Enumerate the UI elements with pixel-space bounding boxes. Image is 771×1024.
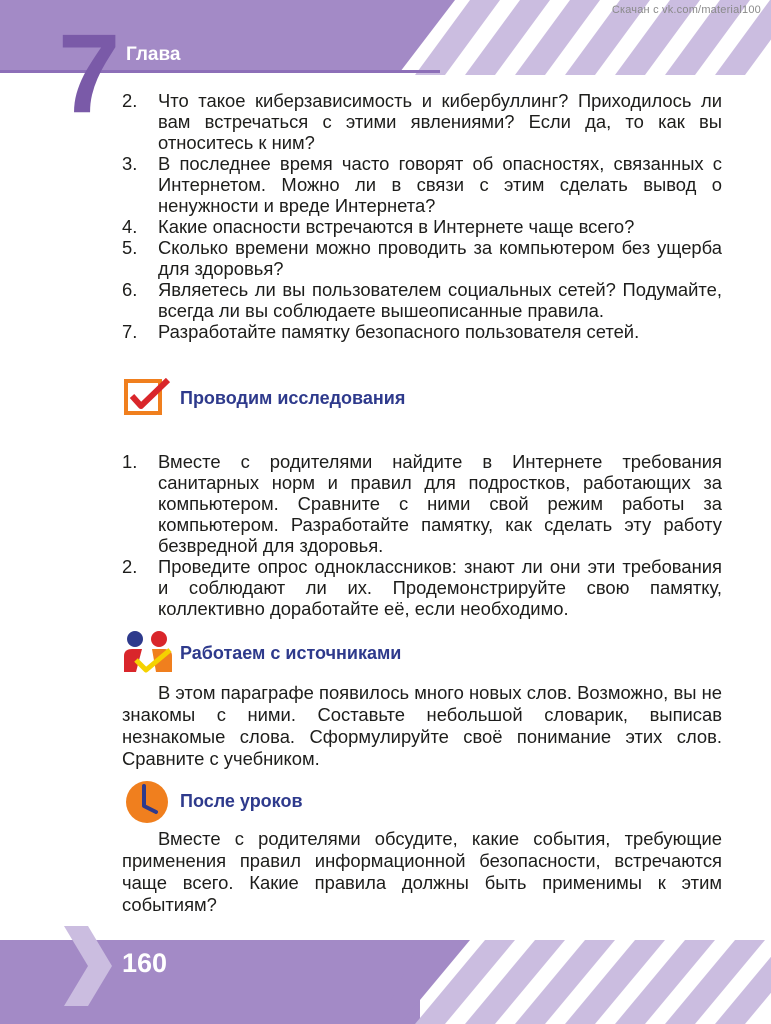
questions-list <box>122 90 722 342</box>
sources-paragraph: В этом параграфе появилось много новых слов. Возможно, вы не знакомы с ними. Составьте небольшой словарик, выписав незнакомые слова. Сформулируйте своё понимание этих слов. Сравните с учебником. <box>122 682 722 769</box>
list-item <box>122 216 722 237</box>
item-number: 7. <box>122 321 138 342</box>
list-item <box>122 153 722 216</box>
after-heading: После уроков <box>180 791 303 811</box>
list-item <box>122 279 722 321</box>
item-number: 5. <box>122 237 138 258</box>
item-text: Сколько времени можно проводить за компьютером без ущерба для здоровья? <box>158 237 722 279</box>
item-text: Что такое киберзависимость и кибербуллинг? Приходилось ли вам встречаться с этими явлениями? Если да, то как вы относитесь к ним? <box>158 90 722 153</box>
footer-band <box>0 926 771 1024</box>
research-heading: Проводим исследования <box>180 388 406 408</box>
item-number: 4. <box>122 216 138 237</box>
research-tasks <box>122 451 722 619</box>
people-icon <box>122 630 174 674</box>
sources-heading: Работаем с источниками <box>180 643 402 663</box>
list-item <box>122 321 722 342</box>
footer-stripes <box>0 926 771 1024</box>
item-number: 1. <box>122 451 138 472</box>
chapter-number: 7 <box>58 11 121 136</box>
item-number: 3. <box>122 153 138 174</box>
clock-icon <box>124 778 172 826</box>
after-paragraph: Вместе с родителями обсудите, какие события, требующие применения правил информационной безопасности, встречаются чаще всего. Какие правила должны быть применимы к этим событиям? <box>122 828 722 915</box>
page-number: 160 <box>122 948 168 978</box>
item-text: В последнее время часто говорят об опасностях, связанных с Интернетом. Можно ли в связи с этим сделать вывод о ненужности и вреде Интернета? <box>158 153 722 216</box>
chapter-label: Глава <box>126 44 181 65</box>
item-text: Являетесь ли вы пользователем социальных сетей? Подумайте, всегда ли вы соблюдаете вышеописанные правила. <box>158 279 722 321</box>
item-text: Вместе с родителями найдите в Интернете требования санитарных норм и правил для подростков, работающих за компьютером. Сравните с ними свой режим работы за компьютером. Разработайте памятку, как сделать эту работу безвредной для здоровья. <box>158 451 722 556</box>
watermark: Скачан с vk.com/material100 <box>611 4 761 16</box>
item-text: Какие опасности встречаются в Интернете чаще всего? <box>158 216 635 237</box>
list-item <box>122 237 722 279</box>
list-item <box>122 556 722 619</box>
list-item <box>122 451 722 556</box>
list-item <box>122 90 722 153</box>
item-number: 2. <box>122 90 138 111</box>
checkbox-icon <box>124 378 172 416</box>
item-number: 6. <box>122 279 138 300</box>
item-text: Разработайте памятку безопасного пользователя сетей. <box>158 321 640 342</box>
item-number: 2. <box>122 556 138 577</box>
item-text: Проведите опрос одноклассников: знают ли они эти требования и соблюдают ли их. Продемонстрируйте свою памятку, коллективно доработайте её, если необходимо. <box>158 556 722 619</box>
